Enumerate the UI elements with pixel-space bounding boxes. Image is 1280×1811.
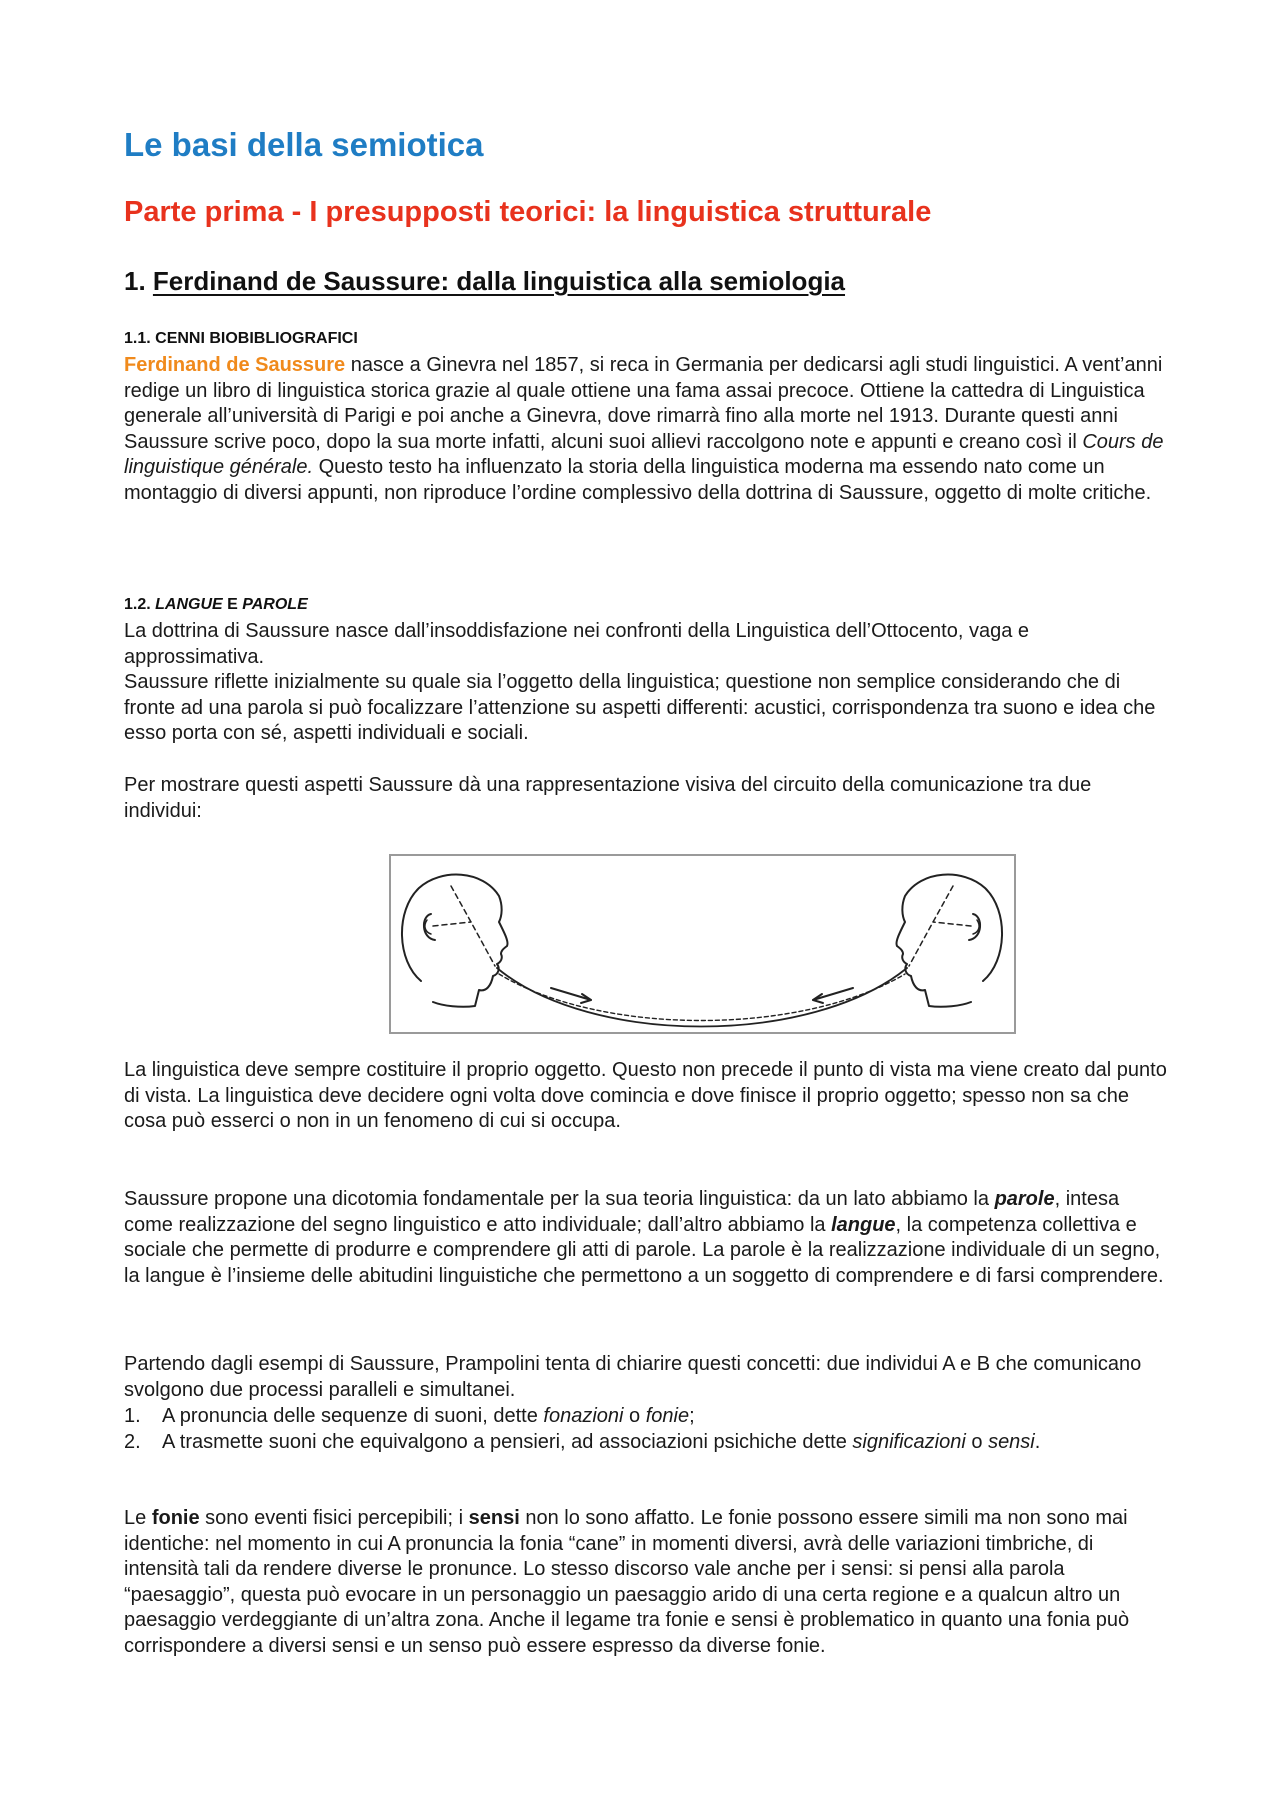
list-item: 2. A trasmette suoni che equivalgono a pensieri, ad associazioni psichiche dette significazioni o sensi. — [124, 1430, 1041, 1453]
chapter-heading — [124, 266, 845, 297]
part-heading: Parte prima - I presupposti teorici: la linguistica strutturale — [124, 196, 932, 228]
chapter-number: 1. — [124, 266, 146, 296]
saussure-name: Ferdinand de Saussure — [124, 354, 346, 376]
paragraph-representation: Per mostrare questi aspetti Saussure dà una rappresentazione visiva del circuito della comunicazione tra due individui: — [124, 774, 1092, 822]
term-parole: parole — [994, 1188, 1055, 1210]
term-sensi: sensi — [468, 1507, 520, 1529]
speaking-circuit-illustration — [391, 856, 1014, 1032]
right-head — [896, 875, 1002, 1007]
bio-paragraph: Ferdinand de Saussure nasce a Ginevra nel 1857, si reca in Germania per dedicarsi agli studi linguistici. A vent’anni redige un libro di linguistica storica grazie al quale ottiene una fama assai precoce. Ottiene la cattedra di Linguistica generale all’università di Parigi e poi anche a Ginevra, dove rimarrà fino alla morte nel 1913. Durante questi anni Saussure scrive poco, dopo la sua morte infatti, alcuni suoi allievi raccolgono note e appunti e creano così il Cours de linguistique générale. Questo testo ha influenzato la storia della linguistica moderna ma essendo nato come un montaggio di diversi appunti, non riproduce l’ordine complessivo della dottrina di Saussure, oggetto di molte critiche. — [124, 354, 1164, 504]
left-head — [402, 875, 508, 1007]
communication-circuit-figure — [389, 854, 1016, 1034]
paragraph-object: Saussure riflette inizialmente su quale sia l’oggetto della linguistica; questione non semplice considerando che di fronte ad una parola si può focalizzare l’attenzione su aspetti differenti: acustici, corrispondenza tra suono e idea che esso porta con sé, aspetti individuali e sociali. — [124, 671, 1156, 744]
numbered-list — [124, 1404, 1170, 1455]
document-title: Le basi della semiotica — [124, 126, 484, 163]
book-title: Cours de linguistique générale. — [124, 430, 1164, 478]
chapter-title: Ferdinand de Saussure: dalla linguistica alla semiologia — [152, 266, 846, 296]
paragraph-dissatisfaction: La dottrina di Saussure nasce dall’insoddisfazione nei confronti della Linguistica dell’Ottocento, vaga e approssimativa. — [124, 620, 1030, 668]
paragraph-dichotomy: Saussure propone una dicotomia fondamentale per la sua teoria linguistica: da un lato abbiamo la parole, intesa come realizzazione del segno linguistico e atto individuale; dall’altro abbiamo la langue, la competenza collettiva e sociale che permette di produrre e comprendere gli atti di parole. La parole è la realizzazione individuale di un segno, la langue è l’insieme delle abitudini linguistiche che permettono a un soggetto di comprendere e di farsi comprendere. — [124, 1188, 1164, 1287]
paragraph-fonie-sensi: Le fonie sono eventi fisici percepibili; i sensi non lo sono affatto. Le fonie possono essere simili ma non sono mai identiche: nel momento in cui A pronuncia la fonia “cane” in momenti diversi, avrà delle variazioni timbriche, di intensità tali da rendere diverse le pronunce. Lo stesso discorso vale anche per i sensi: si pensi alla parola “paesaggio”, questa può evocare in un personaggio un paesaggio arido di una certa regione e a qualcun altro un paesaggio verdeggiante di un’altra zona. Anche il legame tra fonie e sensi è problematico in quanto una fonia può corrispondere a diversi sensi e un senso può essere espresso da diverse fonie. — [124, 1507, 1130, 1657]
paragraph-prampolini: Partendo dagli esempi di Saussure, Prampolini tenta di chiarire questi concetti: due individui A e B che comunicano svolgono due processi paralleli e simultanei. — [124, 1353, 1142, 1401]
term-fonie: fonie — [151, 1507, 200, 1529]
list-item: 1. A pronuncia delle sequenze di suoni, dette fonazioni o fonie; — [124, 1405, 695, 1427]
section-heading-1-2: 1.2. LANGUE E PAROLE — [124, 596, 308, 613]
term-langue: langue — [831, 1213, 896, 1236]
section-heading-1-1: 1.1. CENNI BIOBIBLIOGRAFICI — [124, 330, 358, 347]
paragraph-object-construction: La linguistica deve sempre costituire il proprio oggetto. Questo non precede il punto di vista ma viene creato dal punto di vista. La linguistica deve decidere ogni volta dove comincia e dove finisce il proprio oggetto; spesso non sa che cosa può esserci o non in un fenomeno di cui si occupa. — [124, 1059, 1167, 1132]
